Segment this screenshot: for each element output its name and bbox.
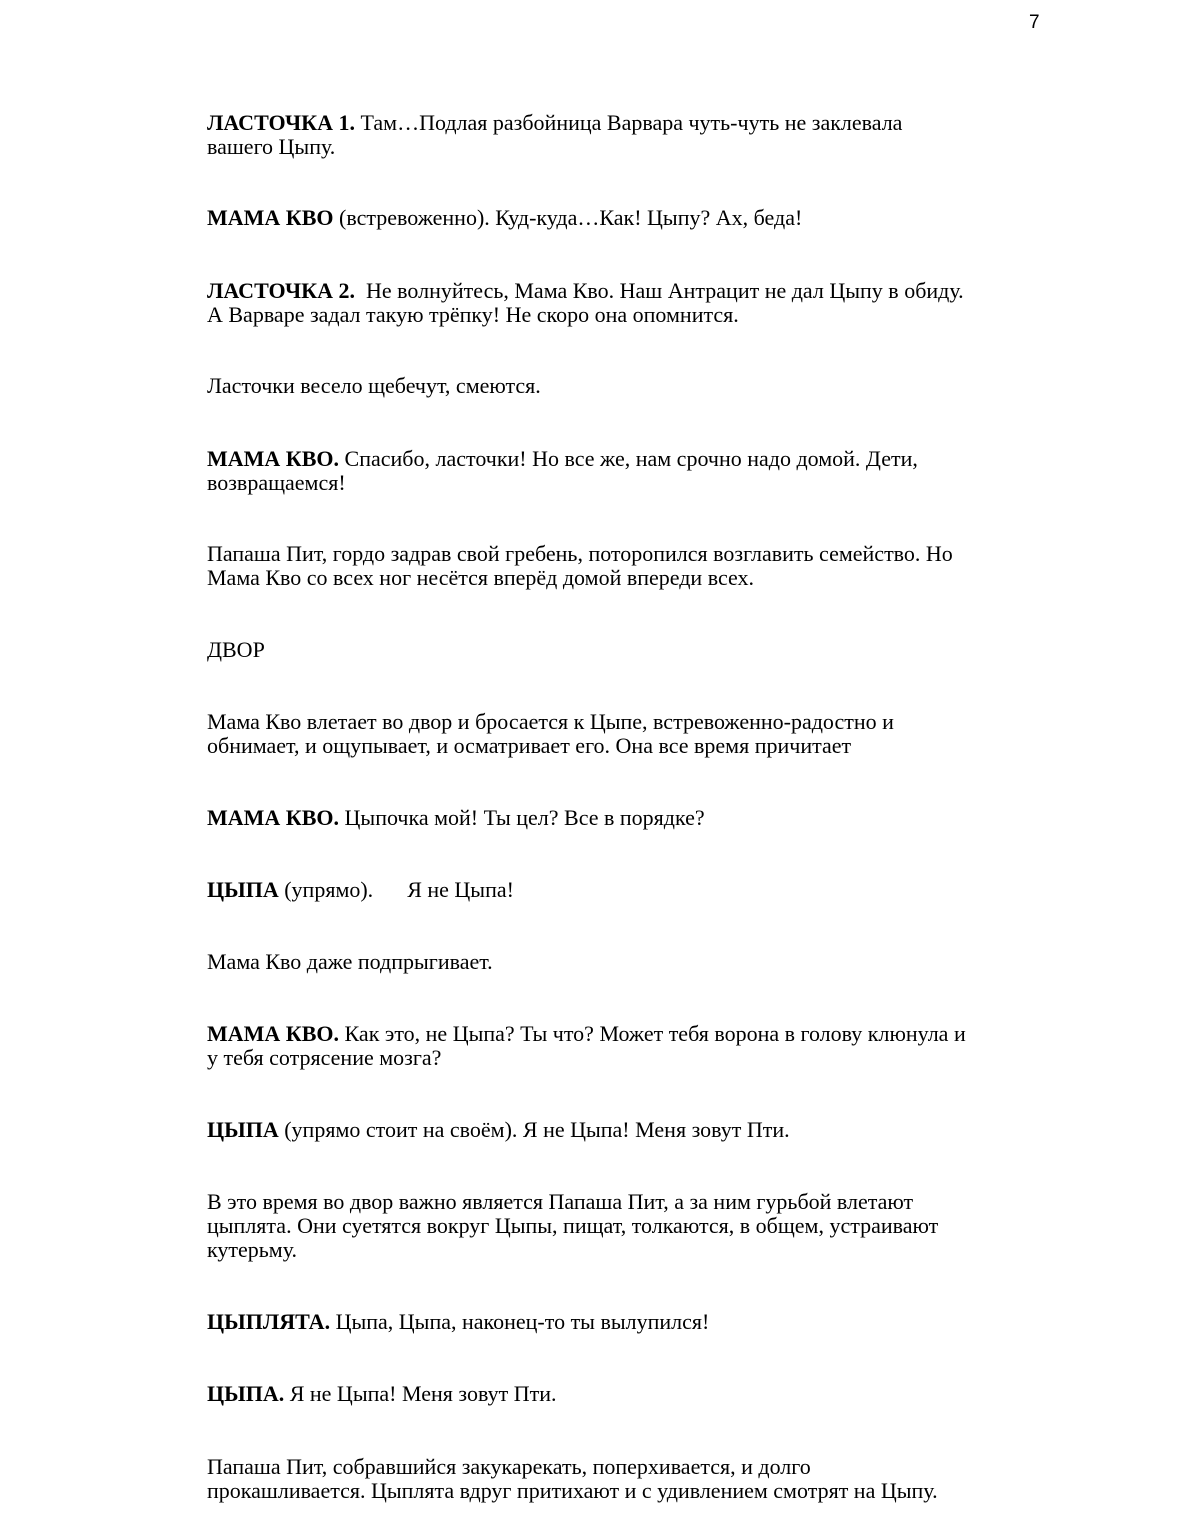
dialogue-text: Цыпочка мой! Ты цел? Все в порядке?	[344, 805, 705, 830]
page-number: 7	[1029, 12, 1040, 33]
stage-direction	[207, 950, 1057, 974]
text-line	[207, 447, 1057, 471]
direction-text: Мама Кво со всех ног несётся вперёд домой впереди всех.	[207, 565, 754, 590]
stage-remark: (упрямо).	[284, 877, 374, 902]
speaker-name: ЦЫПА	[207, 1117, 279, 1142]
dialogue-text: (упрямо стоит на своём). Я не Цыпа! Меня зовут Пти.	[284, 1117, 790, 1142]
text-line	[207, 1022, 1057, 1046]
scene-title: ДВОР	[207, 637, 265, 662]
dialogue-block	[207, 206, 1057, 230]
dialogue-text: (встревоженно). Куд-куда…Как! Цыпу? Ах, беда!	[339, 205, 803, 230]
dialogue-text: возвращаемся!	[207, 470, 346, 495]
direction-text: Папаша Пит, гордо задрав свой гребень, поторопился возглавить семейство. Но	[207, 541, 953, 566]
dialogue-block	[207, 1118, 1057, 1142]
speaker-name: МАМА КВО.	[207, 446, 340, 471]
dialogue-text: Как это, не Цыпа? Ты что? Может тебя ворона в голову клюнула и	[344, 1021, 966, 1046]
direction-text: Мама Кво влетает во двор и бросается к Цыпе, встревоженно-радостно и	[207, 709, 894, 734]
dialogue-block	[207, 1310, 1057, 1334]
dialogue-block	[207, 1382, 1057, 1406]
speaker-name: ЦЫПА	[207, 877, 279, 902]
direction-text: цыплята. Они суетятся вокруг Цыпы, пищат, толкаются, в общем, устраивают	[207, 1213, 939, 1238]
dialogue-text: Там…Подлая разбойница Варвара чуть-чуть не заклевала	[360, 110, 903, 135]
text-line	[207, 878, 1057, 902]
stage-direction	[207, 374, 1057, 398]
dialogue-text: Спасибо, ласточки! Но все же, нам срочно надо домой. Дети,	[344, 446, 918, 471]
speaker-name: ЛАСТОЧКА 1.	[207, 110, 356, 135]
direction-text: Мама Кво даже подпрыгивает.	[207, 949, 493, 974]
text-line	[207, 1310, 1057, 1334]
speaker-name: ЛАСТОЧКА 2.	[207, 278, 356, 303]
dialogue-text: Цыпа, Цыпа, наконец-то ты вылупился!	[335, 1309, 710, 1334]
direction-text: обнимает, и ощупывает, и осматривает его. Она все время причитает	[207, 733, 852, 758]
dialogue-text: вашего Цыпу.	[207, 134, 336, 159]
speaker-name: ЦЫПА.	[207, 1381, 285, 1406]
scene-heading	[207, 638, 1057, 662]
direction-text: Папаша Пит, собравшийся закукарекать, поперхивается, и долго	[207, 1454, 811, 1479]
dialogue-text: А Варваре задал такую трёпку! Не скоро она опомнится.	[207, 302, 739, 327]
dialogue-block	[207, 806, 1057, 830]
text-line	[207, 1382, 1057, 1406]
text-line	[207, 279, 1057, 303]
stage-direction	[207, 710, 1057, 758]
dialogue-text: Я не Цыпа! Меня зовут Пти.	[289, 1381, 557, 1406]
direction-text: прокашливается. Цыплята вдруг притихают и с удивлением смотрят на Цыпу.	[207, 1478, 938, 1503]
direction-text: Ласточки весело щебечут, смеются.	[207, 373, 541, 398]
text-line	[207, 806, 1057, 830]
dialogue-text: Не волнуйтесь, Мама Кво. Наш Антрацит не дал Цыпу в обиду.	[366, 278, 964, 303]
stage-direction	[207, 542, 1057, 590]
dialogue-block	[207, 878, 1057, 902]
dialogue-block	[207, 111, 1057, 159]
speaker-name: МАМА КВО.	[207, 1021, 340, 1046]
speaker-name: МАМА КВО.	[207, 805, 340, 830]
dialogue-block	[207, 1022, 1057, 1070]
dialogue-block	[207, 447, 1057, 495]
direction-text: В это время во двор важно является Папаша Пит, а за ним гурьбой влетают	[207, 1189, 914, 1214]
dialogue-text: Я не Цыпа!	[407, 877, 514, 902]
dialogue-block	[207, 279, 1057, 327]
speaker-name: МАМА КВО	[207, 205, 334, 230]
speaker-name: ЦЫПЛЯТА.	[207, 1309, 331, 1334]
dialogue-text: у тебя сотрясение мозга?	[207, 1045, 442, 1070]
text-line	[207, 1118, 1057, 1142]
stage-direction	[207, 1455, 1057, 1503]
text-line	[207, 206, 1057, 230]
stage-direction	[207, 1190, 1057, 1262]
direction-text: кутерьму.	[207, 1237, 298, 1262]
text-line	[207, 111, 1057, 135]
